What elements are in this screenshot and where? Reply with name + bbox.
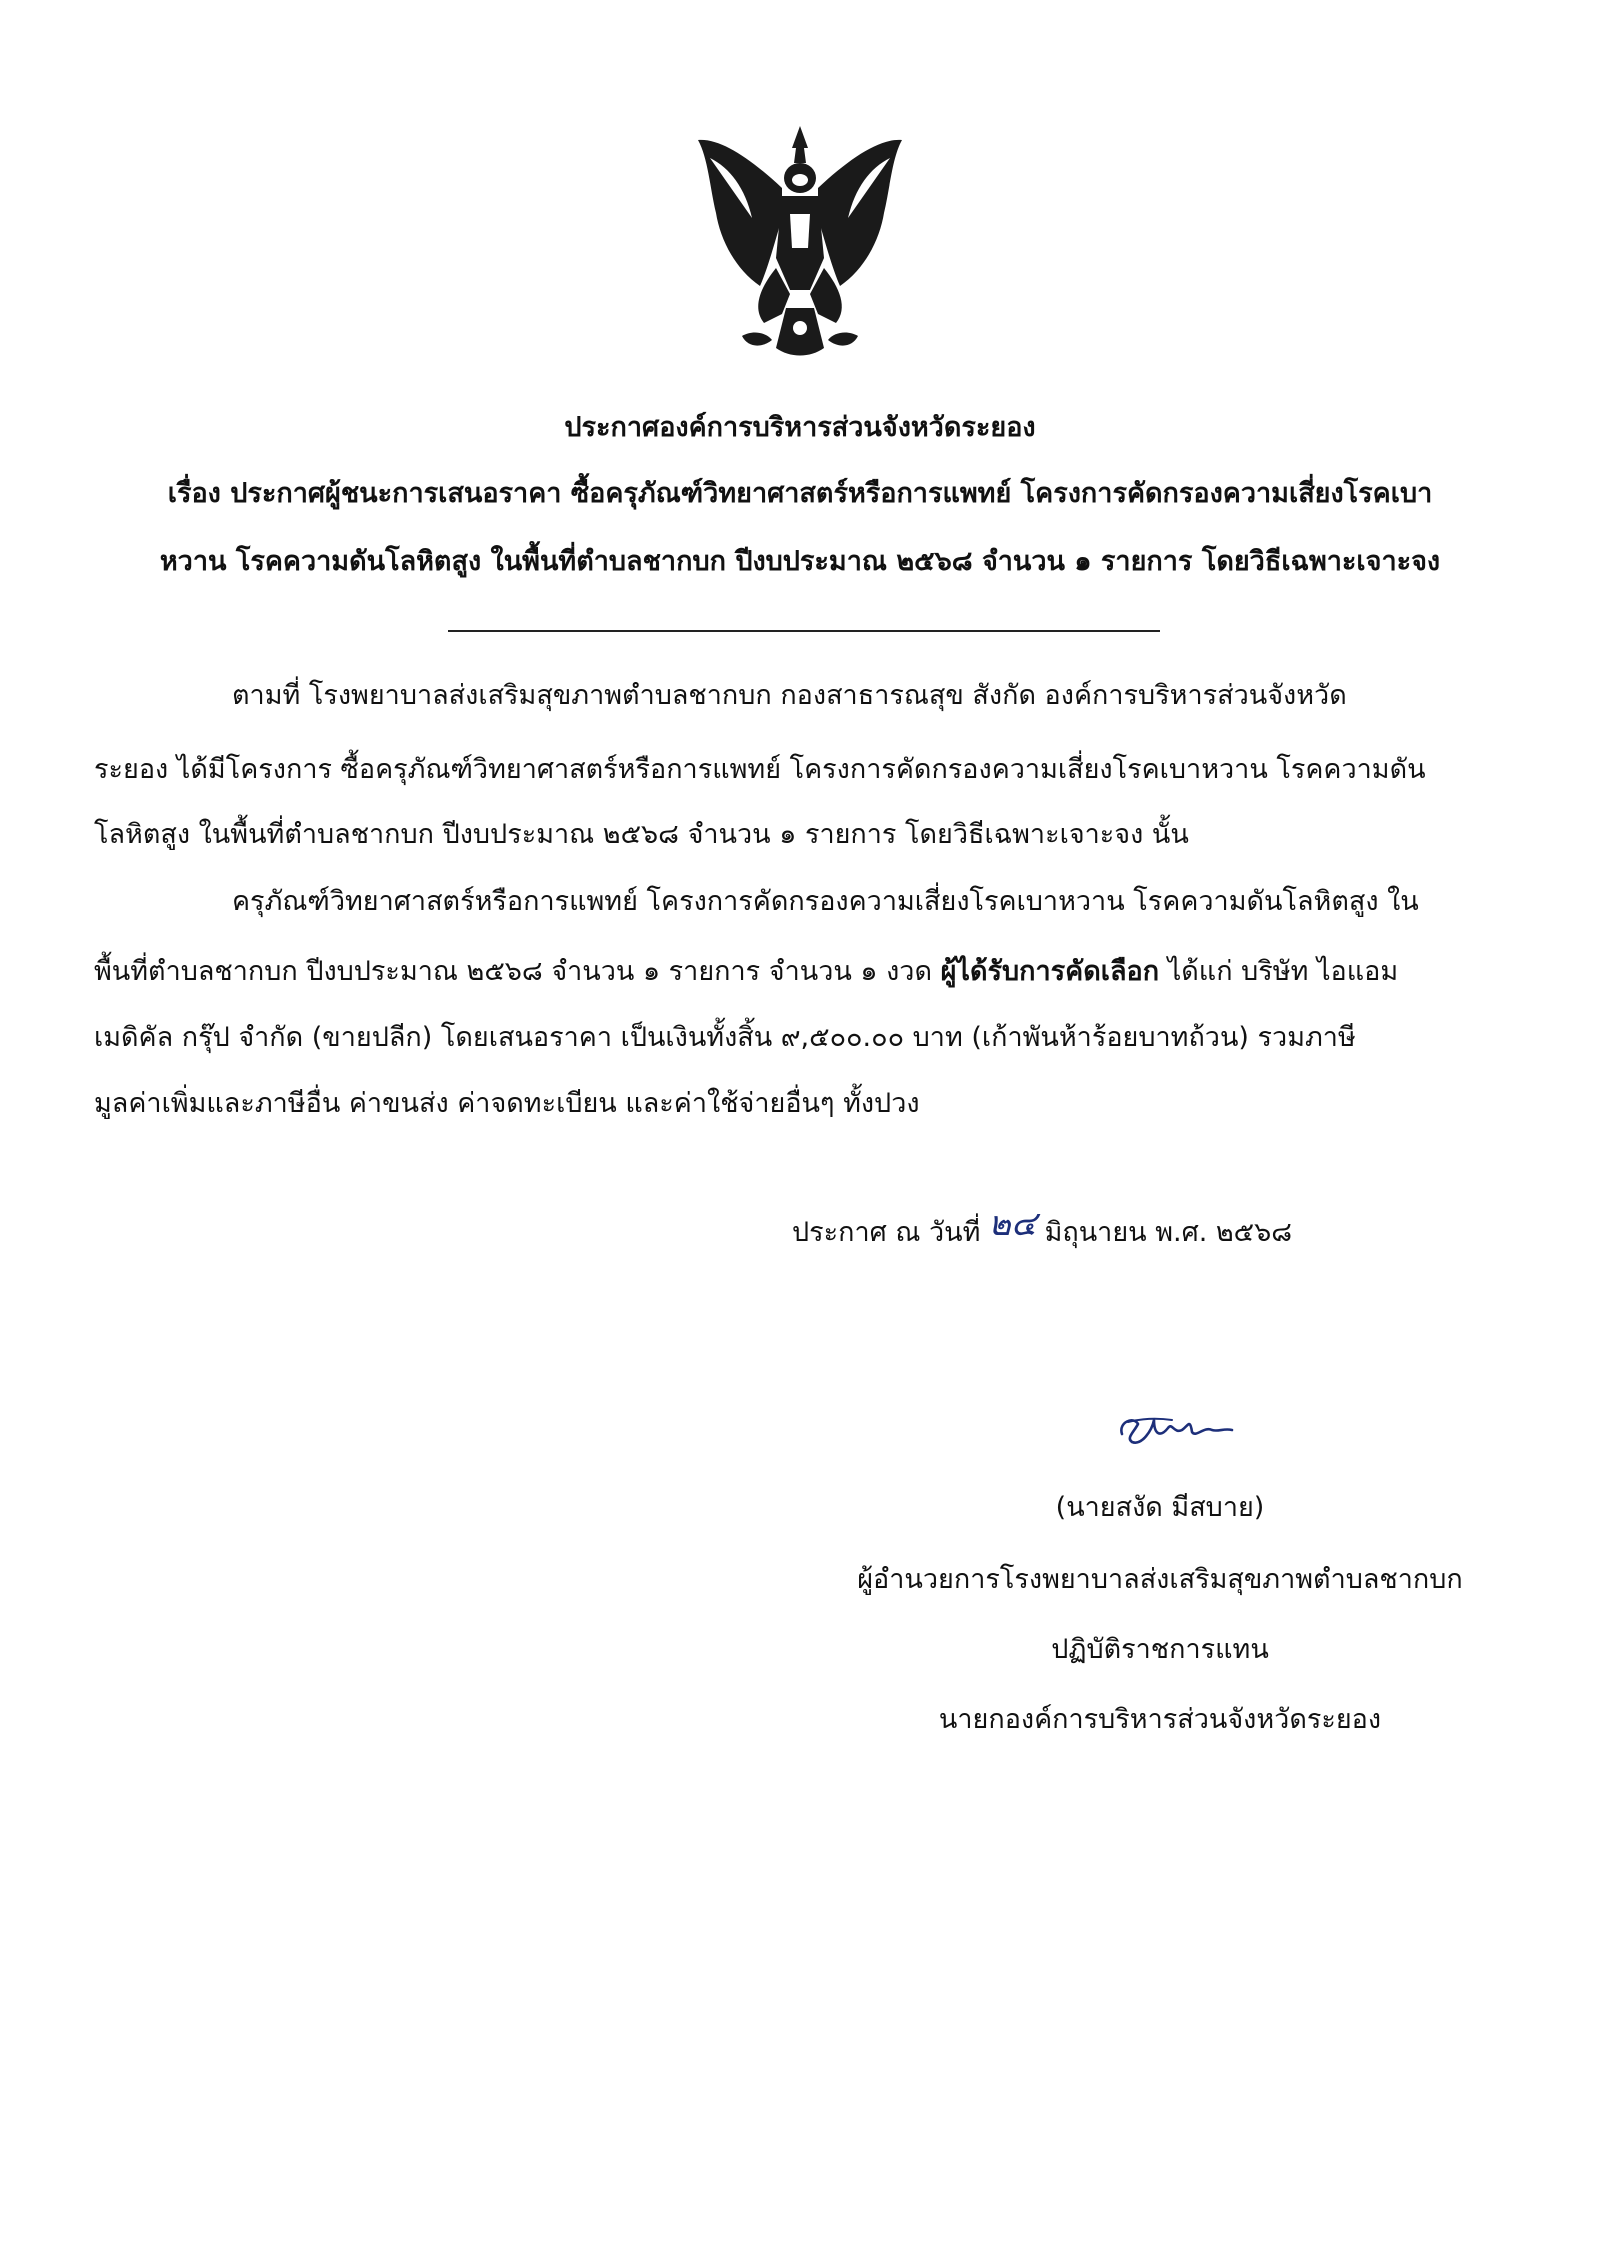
signatory-position: ผู้อำนวยการโรงพยาบาลส่งเสริมสุขภาพตำบลชากบก [857, 1564, 1463, 1595]
paragraph-1-line-1: ตามที่ โรงพยาบาลส่งเสริมสุขภาพตำบลชากบก กองสาธารณสุข สังกัด องค์การบริหารส่วนจังหวัด [232, 680, 1347, 711]
signature-icon [1108, 1408, 1238, 1448]
announcement-date [792, 1204, 1293, 1253]
date-day-handwritten: ๒๔ [988, 1204, 1037, 1244]
signatory-acting: ปฏิบัติราชการแทน [1051, 1634, 1269, 1665]
separator-line [448, 630, 1160, 632]
paragraph-1-line-2: ระยอง ได้มีโครงการ ซื้อครุภัณฑ์วิทยาศาสตร์หรือการแพทย์ โครงการคัดกรองความเสี่ยงโรคเบาหวาน โรคความดัน [94, 754, 1426, 785]
document-title: ประกาศองค์การบริหารส่วนจังหวัดระยอง [564, 412, 1036, 443]
date-suffix: มิถุนายน พ.ศ. ๒๕๖๘ [1044, 1217, 1293, 1248]
paragraph-2-line-2-start: พื้นที่ตำบลชากบก ปีงบประมาณ ๒๕๖๘ จำนวน ๑ รายการ จำนวน ๑ งวด [94, 956, 941, 987]
subject-line-1: เรื่อง ประกาศผู้ชนะการเสนอราคา ซื้อครุภัณฑ์วิทยาศาสตร์หรือการแพทย์ โครงการคัดกรองความเสี่ยงโรคเบา [167, 478, 1433, 509]
paragraph-2-line-4: มูลค่าเพิ่มและภาษีอื่น ค่าขนส่ง ค่าจดทะเบียน และค่าใช้จ่ายอื่นๆ ทั้งปวง [94, 1088, 920, 1119]
selected-bidder-label: ผู้ได้รับการคัดเลือก [940, 956, 1160, 987]
paragraph-1-line-3: โลหิตสูง ในพื้นที่ตำบลชากบก ปีงบประมาณ ๒๕๖๘ จำนวน ๑ รายการ โดยวิธีเฉพาะเจาะจง นั้น [94, 819, 1189, 850]
subject-line-2: หวาน โรคความดันโลหิตสูง ในพื้นที่ตำบลชากบก ปีงบประมาณ ๒๕๖๘ จำนวน ๑ รายการ โดยวิธีเฉพาะเจาะจง [159, 546, 1441, 577]
paragraph-2-line-2-end: ได้แก่ บริษัท ไอแอม [1159, 956, 1399, 987]
signatory-name: (นายสงัด มีสบาย) [1055, 1492, 1265, 1523]
paragraph-2-line-1: ครุภัณฑ์วิทยาศาสตร์หรือการแพทย์ โครงการคัดกรองความเสี่ยงโรคเบาหวาน โรคความดันโลหิตสูง ใน [232, 886, 1419, 917]
paragraph-2-line-3: เมดิคัล กรุ๊ป จำกัด (ขายปลีก) โดยเสนอราคา เป็นเงินทั้งสิ้น ๙,๕๐๐.๐๐ บาท (เก้าพันห้าร้อยบาทถ้วน) รวมภาษี [94, 1022, 1356, 1053]
paragraph-2-line-2 [94, 952, 1398, 992]
date-prefix: ประกาศ ณ วันที่ [792, 1217, 981, 1248]
garuda-emblem-icon [690, 118, 910, 368]
signatory-on-behalf: นายกองค์การบริหารส่วนจังหวัดระยอง [938, 1704, 1382, 1735]
